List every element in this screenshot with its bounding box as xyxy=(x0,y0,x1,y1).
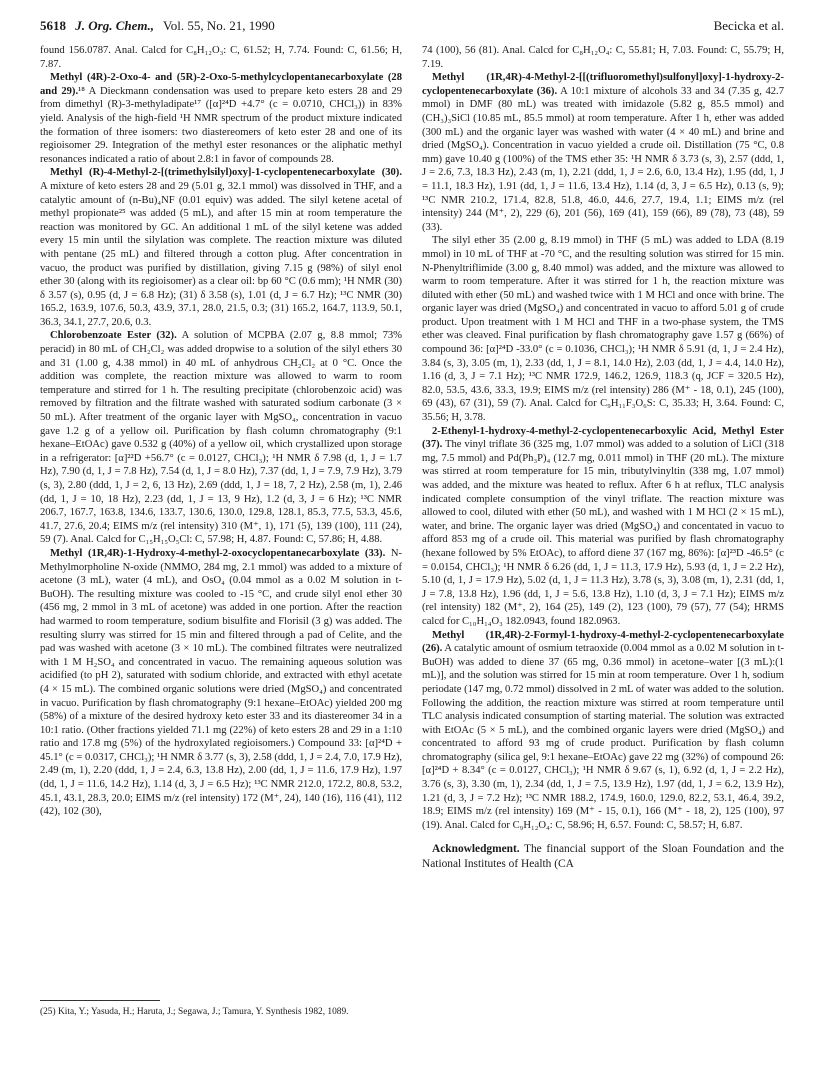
journal-volume: Vol. 55, No. 21, 1990 xyxy=(163,18,275,33)
page-number: 5618 xyxy=(40,18,66,33)
paragraph-text: ¹⁸ A Dieckmann condensation was used to prepare keto esters 28 and 29 from dimethyl (R)-3-methyladipate¹⁷ ([α]²⁴D +4.7° (c = 0.0710, CHCl₃)) in 83% yield. Analysis of the high-field ¹H NMR spectrum of the product mixture indicated the formation of three isomers: two diastereomers of keto ester 28 and one of its regioisomer 29. Integration of the methyl ester resonances or the aliphatic methyl resonances indicated a ratio of about 2.8:1 in favor of compounds 28. xyxy=(40,85,402,165)
paragraph-text: 74 (100), 56 (81). Anal. Calcd for C₈H₁₂O₄: C, 55.81; H, 7.03. Found: C, 55.79; H, 7.19. xyxy=(422,45,784,70)
paragraph-heading: Methyl (1R,4R)-4-Methyl-2-[[(trifluoromethyl)sulfonyl]oxy]-1-hydroxy-2-cyclopentenecarboxylate (36). xyxy=(422,72,784,97)
running-author: Becicka et al. xyxy=(713,18,784,33)
footnote-rule xyxy=(40,1000,160,1001)
paragraph xyxy=(40,329,402,547)
paragraph-heading: Chlorobenzoate Ester (32). xyxy=(50,330,177,342)
paragraph-text: The vinyl triflate 36 (325 mg, 1.07 mmol) was added to a solution of LiCl (318 mg, 7.5 mmol) and Pd(Ph₃P)₄ (12.7 mg, 0.011 mmol) in THF (20 mL). The mixture was stirred at room temperature for 15 min, tributylvinyltin (338 mg, 1.07 mmol) was added, and the mixture was heated to reflux. After 6 h at reflux, TLC analysis indicated complete consumption of the vinyl triflate. The reaction mixture was allowed to cool, diluted with ether (50 mL), and washed with 1 M HCl (2 × 15 mL), water, and brine. The organic layer was dried (MgSO₄) and concentated in vacuo to afford 853 mg of a crude oil. This material was purified by flash chromatography (hexane followed by 5% EtOAc), to afford diene 37 (167 mg, 86%): [α]²³D -46.5° (c = 0.0154, CHCl₃); ¹H NMR δ 6.26 (dd, 1, J = 11.3, 17.9 Hz), 5.93 (d, 1, J = 2.2 Hz), 5.10 (d, 1, J = 17.9 Hz), 5.02 (d, 1, J = 11.3 Hz), 3.78 (s, 3), 3.08 (m, 1), 2.31 (dd, 1, J = 7.8, 13.8 Hz), 1.96 (dd, 1, J = 5.6, 13.8 Hz), 1.10 (d, 3, J = 7.1 Hz); EIMS m/z (rel intensity) 182 (M⁺, 2), 164 (25), 149 (2), 123 (100), 79 (57), 77 (54); HRMS calcd for C₁₀H₁₄O₃ 182.0943, found 182.0963. xyxy=(422,439,784,627)
paragraph xyxy=(422,629,784,833)
paragraph-heading: Acknowledgment. xyxy=(432,843,520,856)
header-left xyxy=(40,18,281,34)
paragraph-text: A catalytic amount of osmium tetraoxide (0.004 mmol as a 0.02 M solution in t-BuOH) was added to diene 37 (65 mg, 0.36 mmol) in acetone–water [(3 mL):(1 mL)], and the solution was stirred for 15 min at room temperature. Over 1 h, sodium periodate (147 mg, 0.72 mmol) dissolved in 2 mL of water was added to the solution. Following the addition, the reaction mixture was stirred at room temperature until TLC analysis indicated consumption of starting material. The solution was extracted with EtOAc (5 × 5 mL), and the combined organic layers were dried (MgSO₄) and concentrated to afford 93 mg of crude product. Purification by flash column chromatography (silica gel, 9:1 hexane–EtOAc) gave 22 mg (32%) of compound 26: [α]²⁴D + 8.34° (c = 0.0127, CHCl₃); ¹H NMR δ 9.67 (s, 1), 6.92 (d, 1, J = 2.2 Hz), 3.76 (s, 3), 3.30 (m, 1), 2.34 (dd, 1, J = 7.5, 13.9 Hz), 1.97 (dd, 1, J = 6.2, 13.9 Hz), 1.21 (d, 3, J = 7.2 Hz); ¹³C NMR 188.2, 174.9, 160.0, 129.0, 82.2, 53.1, 46.4, 39.2, 18.9; EIMS m/z (rel intensity) 169 (M⁺ - 15, 0.1), 166 (M⁺ - 18, 2), 125 (100), 97 (19). Anal. Calcd for C₉H₁₂O₄: C, 58.96; H, 6.57. Found: C, 58.57; H, 6.87. xyxy=(422,643,784,831)
paragraph xyxy=(40,71,402,166)
footnote: (25) Kita, Y.; Yasuda, H.; Haruta, J.; Segawa, J.; Tamura, Y. Synthesis 1982, 1089. xyxy=(40,1007,349,1017)
right-column xyxy=(422,44,784,872)
page-header xyxy=(40,18,784,38)
paragraph xyxy=(40,44,402,71)
left-column xyxy=(40,44,402,819)
paragraph-text: A solution of MCPBA (2.07 g, 8.8 mmol; 73% peracid) in 80 mL of CH₂Cl₂ was added dropwise to a solution of the silyl ethers 30 and 31 (1.00 g, 4.38 mmol) in 40 mL of anhydrous CH₂Cl₂ at 0 °C. Once the addition was complete, the reaction mixture was allowed to warm to room temperature and stirred for 1 h. The resulting precipitate (chlorobenzoic acid) was removed by filtration and the filtrate washed with saturated sodium carbonate (3 × 50 mL). After treatment of the organic layer with MgSO₄, concentration in vacuo gave 1.2 g of a yellow oil. Purification by flash column chromatography (9:1 hexane–EtOAc) gave 0.532 g (40%) of a yellow oil, which crystallized upon storage in a refrigerator: [α]²²D +56.7° (c = 0.0127, CHCl₃); ¹H NMR δ 7.98 (d, 1, J = 1.7 Hz), 7.90 (d, 1, J = 7.8 Hz), 7.54 (d, 1, J = 8.0 Hz), 7.37 (dd, 1, J = 7.9, 7.9 Hz), 3.79 (s, 3), 2.80 (ddd, 1, J = 2, 6, 13 Hz), 2.69 (ddd, 1, J = 18, 7, 2 Hz), 2.58 (m, 1), 2.46 (dd, 1, J = 10, 18 Hz), 2.23 (dd, 1, J = 13, 9 Hz), 1.2 (d, 3, J = 6 Hz); ¹³C NMR 206.7, 167.7, 163.8, 134.6, 133.7, 130.6, 130.0, 129.8, 128.1, 85.3, 77.5, 53.3, 45.6, 41.7, 27.6, 20.4; EIMS m/z (rel intensity) 310 (M⁺, 1), 171 (5), 139 (100), 111 (24), 59 (7). Anal. Calcd for C₁₅H₁₅O₅Cl: C, 57.98; H, 4.87. Found: C, 57.86; H, 4.88. xyxy=(40,330,402,546)
paragraph xyxy=(422,425,784,629)
paragraph-text: found 156.0787. Anal. Calcd for C₈H₁₂O₃: C, 61.52; H, 7.74. Found: C, 61.56; H, 7.87. xyxy=(40,45,402,70)
paragraph-heading: 2-Ethenyl-1-hydroxy-4-methyl-2-cyclopentenecarboxylic Acid, Methyl Ester (37). xyxy=(422,425,784,451)
paragraph-text: A mixture of keto esters 28 and 29 (5.01 g, 32.1 mmol) was dissolved in THF, and a catalytic amount of (n-Bu)₄NF (0.01 equiv) was added. The silyl ketene acetal of methyl propionate²⁵ was added (5 mL), and after 15 min at room temperature the reaction was monitored by GC. An additional 1 mL of the silyl ketene was added every 15 min until the silylation was complete. The reaction mixture was diluted with pentane (25 mL) and filtered through a cotton plug. After concentration in vacuo, the product was purified by distillation, giving 7.15 g (98%) of silyl enol ether 30 (along with its regioisomer) as a clear oil: bp 60 °C (0.6 mm); ¹H NMR (30) δ 3.57 (s), 0.95 (d, J = 6.8 Hz); (31) δ 3.58 (s), 1.01 (d, J = 6.7 Hz); ¹³C NMR (30) 165.2, 163.9, 107.6, 50.3, 43.9, 37.1, 28.0, 21.5, 0.3; (31) 165.2, 164.7, 113.9, 50.1, 36.3, 34.1, 27.7, 20.6, 0.3. xyxy=(40,180,402,328)
paragraph-text: N-Methylmorpholine N-oxide (NMMO, 284 mg, 2.1 mmol) was added to a mixture of acetone (3 mL), water (4 mL), and OsO₄ (0.04 mmol as a 0.02 M solution in t-BuOH). The resulting mixture was cooled to -15 °C, and crude silyl enol ether 30 (456 mg, 2 mmol in 3 mL of acetone) was added in one portion. After the reaction had warmed to room temperature, sodium bisulfite and Florisil (3 g) was added. The resulting slurry was stirred for 15 min and filtered through a pad of Celite, and the pad was washed with acetone (3 × 10 mL). The combined filtrates were neutralized with 1 M H₂SO₄ and concentrated in vacuo. The remaining aqueous solution was acidified (to pH 2), saturated with sodium chloride, and extracted with ethyl acetate (4 × 15 mL). The combined organic solutions were dried (MgSO₄) and concentrated in vacuo. Purification by flash chromatography (9:1 hexane–EtOAc) yielded 200 mg (58%) of a mixture of the desired hydroxy keto ester 33 and its diastereomer 34 in a 10:1 ratio. (Other fractions yielded 71.1 mg (22%) of keto esters 28 and 29 in a 1:10 ratio and 17.8 mg (5%) of the hydroxylated regioisomers.) Compound 33: [α]²⁴D + 45.1° (c = 0.0317, CHCl₃); ¹H NMR δ 3.77 (s, 3), 2.58 (ddd, 1, J = 2.4, 7.0, 17.9 Hz), 2.49 (m, 1), 2.20 (ddd, 1, J = 2.4, 6.3, 13.8 Hz), 2.00 (dd, 1, J = 11.6, 17.9 Hz), 1.97 (dd, 1, J = 11.6, 14.2 Hz), 1.14 (d, 3, J = 6.5 Hz); ¹³C NMR 212.0, 172.2, 80.8, 53.2, 45.1, 43.1, 28.3, 20.0; EIMS m/z (rel intensity) 172 (M⁺, 24), 140 (16), 116 (41), 112 (42), 102 (30), xyxy=(40,547,403,818)
paragraph-heading: Methyl (R)-4-Methyl-2-[(trimethylsilyl)oxy]-1-cyclopentenecarboxylate (30). xyxy=(50,167,402,179)
paragraph xyxy=(40,166,402,329)
paragraph xyxy=(40,547,402,819)
paragraph-heading: Methyl (1R,4R)-2-Formyl-1-hydroxy-4-methyl-2-cyclopentenecarboxylate (26). xyxy=(422,629,784,655)
acknowledgment-paragraph xyxy=(422,842,784,872)
paragraph xyxy=(422,234,784,424)
paragraph-text: The silyl ether 35 (2.00 g, 8.19 mmol) in THF (5 mL) was added to LDA (8.19 mmol) in 10 mL of THF at -70 °C, and the resulting solution was stirred for 15 min. N-Phenyltriflimide (3.00 g, 8.40 mmol) was added, and the mixture was allowed to warm to room temperature. After it was stirred for 1 h, the reaction mixture was diluted with ether (50 mL) and washed twice with 1 M HCl and once with brine. The organic layer was dried (MgSO₄) and concentrated in vacuo to afford 5.01 g of crude product. Upon treatment with 1 M HCl and THF in a two-phase system, the TMS ether was cleaved. Final purification by flash chromatography gave 1.57 g (66%) of compound 36: [α]²⁴D -33.0° (c = 0.1036, CHCl₃); ¹H NMR δ 5.91 (d, 1, J = 2.4 Hz), 3.84 (s, 3), 3.05 (m, 1), 2.33 (dd, 1, J = 8.1, 14.0 Hz), 2.03 (dd, 1, J = 4.4, 14.0 Hz), 1.16 (d, 3, J = 7.1 Hz); ¹³C NMR 172.9, 146.2, 126.9, 118.3 (q, JCF = 320.5 Hz), 82.0, 53.5, 43.6, 33.3, 19.9; EIMS m/z (rel intensity) 286 (M⁺ - 18, 0.1), 245 (100), 69 (43), 67 (31), 59 (7). Anal. Calcd for C₉H₁₁F₃O₆S: C, 35.33; H, 3.64. Found: C, 35.56; H, 3.78. xyxy=(422,235,784,424)
paragraph-text: The financial support of the Sloan Foundation and the National Institutes of Health (CA xyxy=(422,843,784,871)
paragraph-heading: Methyl (1R,4R)-1-Hydroxy-4-methyl-2-oxocyclopentanecarboxylate (33). xyxy=(50,547,386,559)
journal-name: J. Org. Chem., xyxy=(75,18,154,33)
paragraph xyxy=(422,44,784,71)
paragraph-text: A 10:1 mixture of alcohols 33 and 34 (7.35 g, 42.7 mmol) in DMF (80 mL) was treated with imidazole (5.82 g, 85.5 mmol) and (CH₃)₃SiCl (10.85 mL, 85.5 mmol) at room temperature. After 1 h, ether was added (300 mL) and the organic layer was washed with water (4 × 40 mL) and brine and dried (MgSO₄). Concentration in vacuo yielded a crude oil. Distillation (75 °C, 0.8 mm) gave 10.40 g (100%) of the TMS ether 35: ¹H NMR δ 3.73 (s, 3), 2.57 (ddd, 1, J = 2.6, 7.3, 18.3 Hz), 2.43 (m, 1), 2.21 (ddd, 1, J = 2.6, 6.0, 13.4 Hz), 1.95 (dd, 1, J = 11.1, 18.3 Hz), 1.91 (dd, 1, J = 11.6, 13.4 Hz), 1.14 (d, 3, J = 6.5 Hz), 0.13 (s, 9); ¹³C NMR 210.2, 171.4, 82.8, 51.8, 46.0, 44.6, 27.7, 19.4, 1.1; EIMS m/z (rel intensity) 244 (M⁺, 2), 229 (6), 201 (56), 169 (41), 159 (66), 89 (78), 73 (48), 59 (33). xyxy=(422,85,784,233)
paragraph-heading: Methyl (4R)-2-Oxo-4- and (5R)-2-Oxo-5-methylcyclopentanecarboxylate (28 and 29). xyxy=(40,72,402,97)
paragraph xyxy=(422,71,784,234)
